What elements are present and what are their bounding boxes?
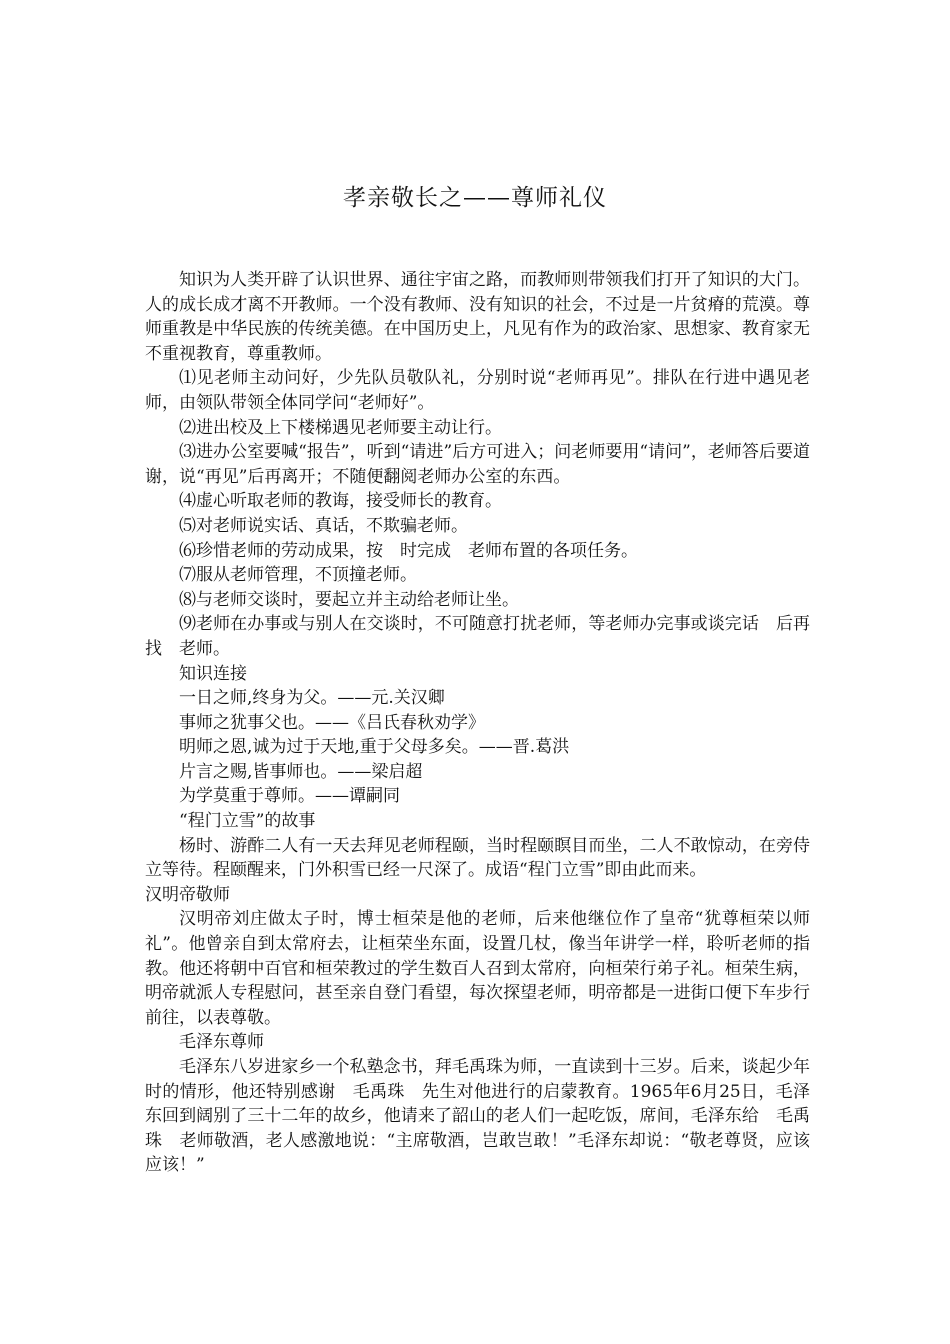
quote-line: 事师之犹事父也。——《吕氏春秋劝学》 bbox=[179, 712, 485, 733]
etiquette-item-1: ⑴见老师主动问好，少先队员敬队礼，分别时说“老师再见”。排队在行进中遇见老师，由领队带领全体同学问“老师好”。 bbox=[145, 368, 810, 413]
quote-line: 片言之赐,皆事师也。——梁启超 bbox=[179, 761, 423, 782]
section-heading-maozedong: 毛泽东尊师 bbox=[179, 1032, 264, 1053]
etiquette-item-6: ⑹珍惜老师的劳动成果，按 时完成 老师布置的各项任务。 bbox=[179, 540, 638, 561]
etiquette-item-8: ⑻与老师交谈时，要起立并主动给老师让坐。 bbox=[179, 589, 519, 610]
document-body bbox=[145, 268, 810, 1178]
etiquette-item-2: ⑵进出校及上下楼梯遇见老师要主动让行。 bbox=[179, 417, 502, 438]
quote-line: 一日之师,终身为父。——元.关汉卿 bbox=[179, 688, 445, 709]
etiquette-item-9: ⑼老师在办事或与别人在交谈时，不可随意打扰老师，等老师办完事或谈完话 后再找 老师。 bbox=[145, 614, 810, 659]
quote-line: 明师之恩,诚为过于天地,重于父母多矣。——晋.葛洪 bbox=[179, 737, 570, 758]
document-title: 孝亲敬长之——尊师礼仪 bbox=[343, 185, 607, 211]
section-heading-chengmen: “程门立雪”的故事 bbox=[179, 811, 316, 832]
etiquette-item-7: ⑺服从老师管理，不顶撞老师。 bbox=[179, 565, 417, 586]
etiquette-item-3: ⑶进办公室要喊“报告”，听到“请进”后方可进入；问老师要用“请问”，老师答后要道谢，说“再见”后再离开；不随便翻阅老师办公室的东西。 bbox=[145, 442, 810, 487]
section-heading-hanmingdi: 汉明帝敬师 bbox=[145, 884, 230, 905]
story-paragraph-chengmen: 杨时、游酢二人有一天去拜见老师程颐，当时程颐瞑目而坐，二人不敢惊动，在旁侍立等待。程颐醒来，门外积雪已经一尺深了。成语“程门立雪”即由此而来。 bbox=[145, 835, 810, 881]
section-heading-knowledge: 知识连接 bbox=[179, 663, 247, 684]
story-paragraph-hanmingdi: 汉明帝刘庄做太子时，博士桓荣是他的老师，后来他继位作了皇帝“犹尊桓荣以师礼”。他曾亲自到太常府去，让桓荣坐东面，设置几杖，像当年讲学一样，聆听老师的指教。他还将朝中百官和桓荣教过的学生数百人召到太常府，向桓荣行弟子礼。桓荣生病，明帝就派人专程慰问，甚至亲自登门看望，每次探望老师，明帝都是一进街口便下车步行前往，以表尊敬。 bbox=[145, 909, 810, 1028]
etiquette-item-4: ⑷虚心听取老师的教诲，接受师长的教育。 bbox=[179, 491, 502, 512]
story-paragraph-maozedong: 毛泽东八岁进家乡一个私塾念书，拜毛禹珠为师，一直读到十三岁。后来，谈起少年时的情形，他还特别感谢 毛禹珠 先生对他进行的启蒙教育。1965年6月25日，毛泽东回到阔别了三十二年的故乡，他请来了韶山的老人们一起吃饭，席间，毛泽东给 毛禹珠 老师敬酒，老人感激地说：“主席敬酒，岂敢岂敢！”毛泽东却说：“敬老尊贤，应该应该！” bbox=[145, 1057, 810, 1176]
etiquette-item-5: ⑸对老师说实话、真话，不欺骗老师。 bbox=[179, 515, 468, 536]
paragraph-intro: 知识为人类开辟了认识世界、通往宇宙之路，而教师则带领我们打开了知识的大门。人的成长成才离不开教师。一个没有教师、没有知识的社会，不过是一片贫瘠的荒漠。尊师重教是中华民族的传统美德。在中国历史上，凡见有作为的政治家、思想家、教育家无不重视教育，尊重教师。 bbox=[145, 270, 810, 364]
quote-line: 为学莫重于尊师。——谭嗣同 bbox=[179, 786, 400, 807]
